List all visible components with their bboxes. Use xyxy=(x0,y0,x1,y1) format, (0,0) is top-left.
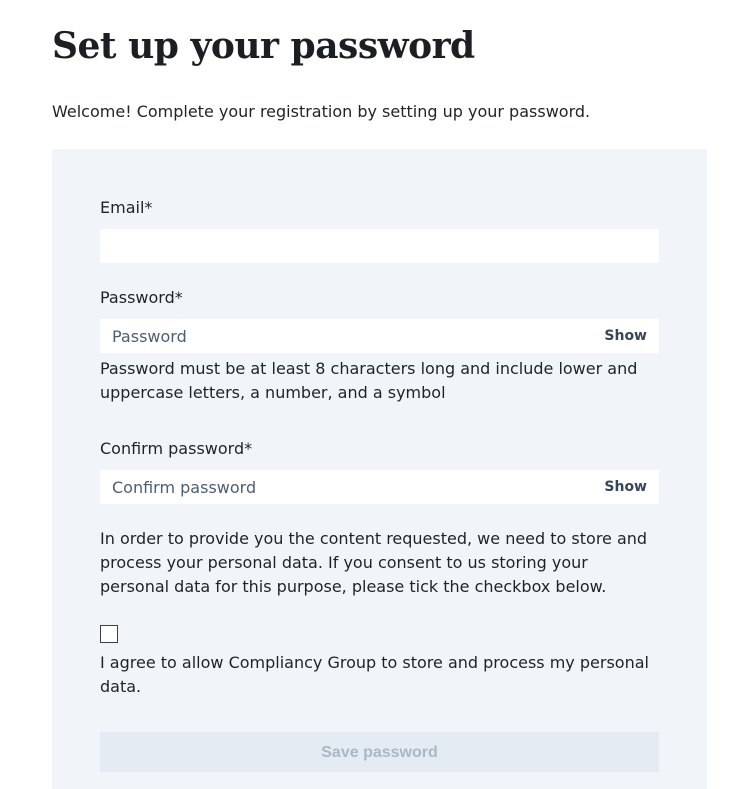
confirm-password-field[interactable] xyxy=(100,470,659,504)
show-confirm-password-button[interactable]: Show xyxy=(604,479,647,495)
password-field-wrapper xyxy=(100,319,659,353)
page-title: Set up your password xyxy=(52,25,475,67)
password-label: Password* xyxy=(100,288,183,307)
email-label: Email* xyxy=(100,198,153,217)
email-field[interactable] xyxy=(100,229,659,263)
consent-checkbox-label: I agree to allow Compliancy Group to store and process my personal data. xyxy=(100,653,649,696)
confirm-password-field-wrapper xyxy=(100,470,659,504)
consent-checkbox[interactable] xyxy=(100,625,118,643)
password-field[interactable] xyxy=(100,319,659,353)
password-hint: Password must be at least 8 characters long and include lower and uppercase letters, a number, and a symbol xyxy=(100,359,638,402)
email-field-wrapper xyxy=(100,229,659,263)
confirm-password-label: Confirm password* xyxy=(100,439,253,458)
consent-text: In order to provide you the content requested, we need to store and process your personal data. If you consent to us storing your personal data for this purpose, please tick the checkbox below. xyxy=(100,529,648,596)
save-password-button[interactable]: Save password xyxy=(100,732,659,772)
password-form xyxy=(52,149,707,789)
page-subtitle: Welcome! Complete your registration by setting up your password. xyxy=(52,102,591,121)
show-password-button[interactable]: Show xyxy=(604,328,647,344)
